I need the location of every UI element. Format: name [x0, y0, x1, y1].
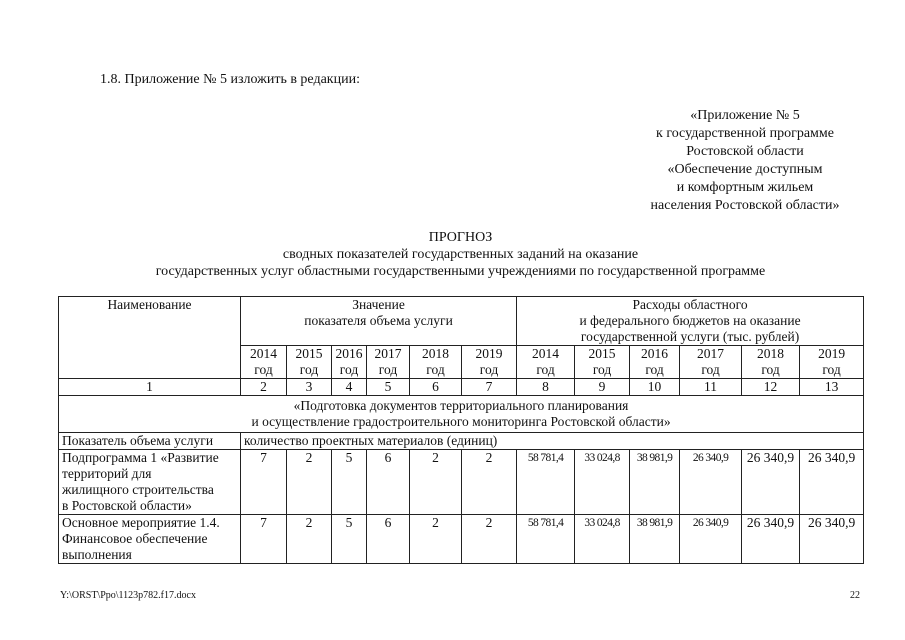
- year-word: год: [426, 362, 445, 377]
- forecast-heading: [58, 229, 863, 280]
- row-name-cell: [59, 450, 241, 515]
- year-word: год: [299, 362, 319, 377]
- year-label: 2019: [475, 346, 503, 361]
- heading-line: государственных услуг областными государственными учреждениями по государственной программе: [155, 264, 766, 279]
- header-expenses-line: Расходы областного: [632, 297, 748, 312]
- year-label: 2014: [250, 346, 277, 361]
- indicator-row: [59, 433, 864, 450]
- column-number: 3: [287, 379, 332, 396]
- year-label: 2018: [757, 346, 785, 361]
- value-cell: 7: [241, 450, 287, 515]
- column-number: 7: [462, 379, 517, 396]
- appendix-line: населения Ростовской области»: [650, 198, 840, 213]
- value-cell: 2: [462, 515, 517, 564]
- column-number: 5: [367, 379, 410, 396]
- year-label: 2019: [818, 346, 846, 361]
- appendix-line: Ростовской области: [686, 144, 804, 159]
- value-cell: 2: [410, 450, 462, 515]
- value-cell: 2: [287, 515, 332, 564]
- section-title-line: и осуществление градостроительного мониторинга Ростовской области»: [251, 414, 671, 429]
- table-row: [59, 450, 864, 515]
- year-cell: [410, 346, 462, 379]
- header-expenses-line: и федерального бюджетов на оказание: [579, 313, 801, 328]
- indicator-label: Показатель объема услуги: [59, 433, 241, 450]
- column-number: 10: [630, 379, 680, 396]
- section-row: [59, 396, 864, 433]
- year-label: 2018: [422, 346, 449, 361]
- value-cell: 7: [241, 515, 287, 564]
- value-cell: 6: [367, 450, 410, 515]
- column-number: 9: [575, 379, 630, 396]
- value-cell: 2: [410, 515, 462, 564]
- year-cell: [575, 346, 630, 379]
- value-cell: 6: [367, 515, 410, 564]
- year-label: 2015: [588, 346, 616, 361]
- row-name-line: Финансовое обеспечение: [62, 531, 208, 546]
- header-value-cell: [241, 297, 517, 346]
- year-label: 2015: [295, 346, 323, 361]
- value-cell: 5: [332, 515, 367, 564]
- year-label: 2016: [335, 346, 363, 361]
- year-label: 2017: [374, 346, 402, 361]
- row-name-cell: [59, 515, 241, 564]
- expense-cell: 26 340,9: [800, 450, 864, 515]
- column-number: 4: [332, 379, 367, 396]
- year-word: год: [339, 362, 359, 377]
- expense-cell: 26 340,9: [742, 450, 800, 515]
- year-cell: [630, 346, 680, 379]
- row-name-line: территорий для: [62, 466, 152, 481]
- appendix-line: «Приложение № 5: [690, 108, 800, 123]
- column-number: 11: [680, 379, 742, 396]
- year-cell: [332, 346, 367, 379]
- expense-cell: 26 340,9: [800, 515, 864, 564]
- indicator-value: количество проектных материалов (единиц): [241, 433, 864, 450]
- header-expenses-line: государственной услуги (тыс. рублей): [580, 329, 800, 344]
- header-value-line: Значение: [352, 297, 405, 312]
- row-name-line: Основное мероприятие 1.4.: [62, 515, 220, 530]
- year-cell: [680, 346, 742, 379]
- year-label: 2014: [532, 346, 560, 361]
- heading-line: сводных показателей государственных заданий на оказание: [282, 247, 639, 262]
- expense-cell: 26 340,9: [742, 515, 800, 564]
- year-word: год: [254, 362, 273, 377]
- value-cell: 2: [462, 450, 517, 515]
- column-number: 2: [241, 379, 287, 396]
- intro-paragraph: 1.8. Приложение № 5 изложить в редакции:: [100, 72, 360, 87]
- column-number: 6: [410, 379, 462, 396]
- expense-cell: 26 340,9: [680, 450, 742, 515]
- year-word: год: [536, 362, 555, 377]
- page-number: 22: [850, 590, 860, 601]
- row-name-line: Подпрограмма 1 «Развитие: [62, 450, 219, 465]
- section-title-cell: [59, 396, 864, 433]
- year-word: год: [479, 362, 499, 377]
- year-cell: [462, 346, 517, 379]
- header-name-cell: [59, 297, 241, 379]
- expense-cell: 33 024,8: [575, 515, 630, 564]
- expense-cell: 33 024,8: [575, 450, 630, 515]
- forecast-table: [58, 296, 864, 564]
- value-cell: 5: [332, 450, 367, 515]
- heading-title: ПРОГНОЗ: [428, 230, 493, 245]
- year-cell: [742, 346, 800, 379]
- expense-cell: 58 781,4: [517, 515, 575, 564]
- appendix-line: «Обеспечение доступным: [667, 162, 823, 177]
- year-cell: [241, 346, 287, 379]
- header-expenses-cell: [517, 297, 864, 346]
- expense-cell: 58 781,4: [517, 450, 575, 515]
- expense-cell: 38 981,9: [630, 515, 680, 564]
- header-value-line: показателя объема услуги: [304, 313, 453, 328]
- year-word: год: [378, 362, 398, 377]
- column-number-row: [59, 379, 864, 396]
- footer-file-path: Y:\ORST\Ppo\1123p782.f17.docx: [60, 590, 196, 601]
- year-word: год: [822, 362, 841, 377]
- row-name-line: жилищного строительства: [62, 482, 214, 497]
- section-title-line: «Подготовка документов территориального планирования: [293, 398, 629, 413]
- year-word: год: [592, 362, 612, 377]
- year-cell: [367, 346, 410, 379]
- year-cell: [517, 346, 575, 379]
- row-name-line: выполнения: [62, 547, 132, 562]
- year-label: 2016: [641, 346, 669, 361]
- column-number: 13: [800, 379, 864, 396]
- year-label: 2017: [697, 346, 725, 361]
- year-cell: [287, 346, 332, 379]
- header-name: Наименование: [107, 297, 192, 312]
- appendix-line: к государственной программе: [656, 126, 834, 141]
- table-row: [59, 515, 864, 564]
- appendix-reference: [600, 107, 890, 215]
- year-cell: [800, 346, 864, 379]
- expense-cell: 38 981,9: [630, 450, 680, 515]
- header-row: [59, 297, 864, 346]
- value-cell: 2: [287, 450, 332, 515]
- year-word: год: [645, 362, 664, 377]
- column-number: 12: [742, 379, 800, 396]
- year-word: год: [761, 362, 780, 377]
- column-number: 8: [517, 379, 575, 396]
- expense-cell: 26 340,9: [680, 515, 742, 564]
- row-name-line: в Ростовской области»: [62, 498, 192, 513]
- year-word: год: [701, 362, 720, 377]
- appendix-line: и комфортным жильем: [676, 180, 814, 195]
- column-number: 1: [59, 379, 241, 396]
